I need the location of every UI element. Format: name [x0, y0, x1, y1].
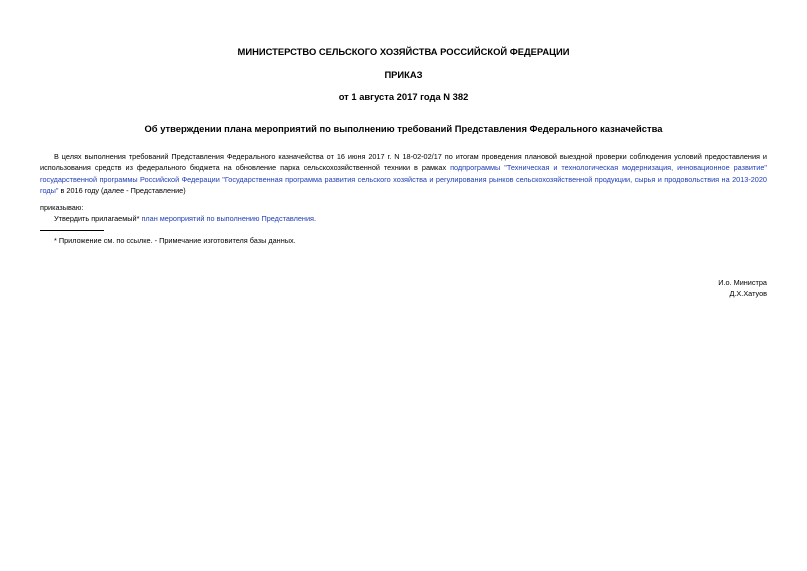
- preamble-paragraph: [40, 151, 767, 197]
- preamble-text-part2: в 2016 году (далее - Представление): [58, 186, 186, 196]
- signatory-position: И.о. Министра: [718, 278, 767, 287]
- document-type: ПРИКАЗ: [384, 69, 423, 80]
- signatory-name: Д.Х.Хатуов: [729, 289, 767, 298]
- order-word: приказываю:: [40, 203, 84, 212]
- action-plan-link[interactable]: план мероприятий по выполнению Представления: [141, 214, 314, 223]
- ministry-title: МИНИСТЕРСТВО СЕЛЬСКОГО ХОЗЯЙСТВА РОССИЙСКОЙ ФЕДЕРАЦИИ: [237, 46, 570, 57]
- footnote-divider: [40, 230, 104, 231]
- order-item: [54, 213, 754, 224]
- document-date-number: от 1 августа 2017 года N 382: [338, 91, 469, 102]
- subprogram-link[interactable]: подпрограммы "Техническая и технологическая модернизация, инновационное развитие" государственной программы Российской Федерации "Государственная программа развития сельского хозяйства и регулирования рынков сельскохозяйственной продукции, сырья и продовольствия на 2013-2020 годы": [40, 163, 767, 196]
- footnote-text: * Приложение см. по ссылке. - Примечание изготовителя базы данных.: [54, 236, 296, 245]
- order-item-prefix: Утвердить прилагаемый*: [54, 214, 142, 223]
- document-subject: Об утверждении плана мероприятий по выполнению требований Представления Федерального казначейства: [144, 123, 663, 134]
- preamble-text-part1: В целях выполнения требований Представления Федерального казначейства от 16 июня 2017 г. N 18-02-02/17 по итогам проведения плановой выездной проверки соблюдения условий предоставления и использования средств из федерального бюджета на обновление парка сельскохозяйственной техники в рамках: [40, 152, 767, 173]
- order-item-suffix: .: [314, 214, 317, 223]
